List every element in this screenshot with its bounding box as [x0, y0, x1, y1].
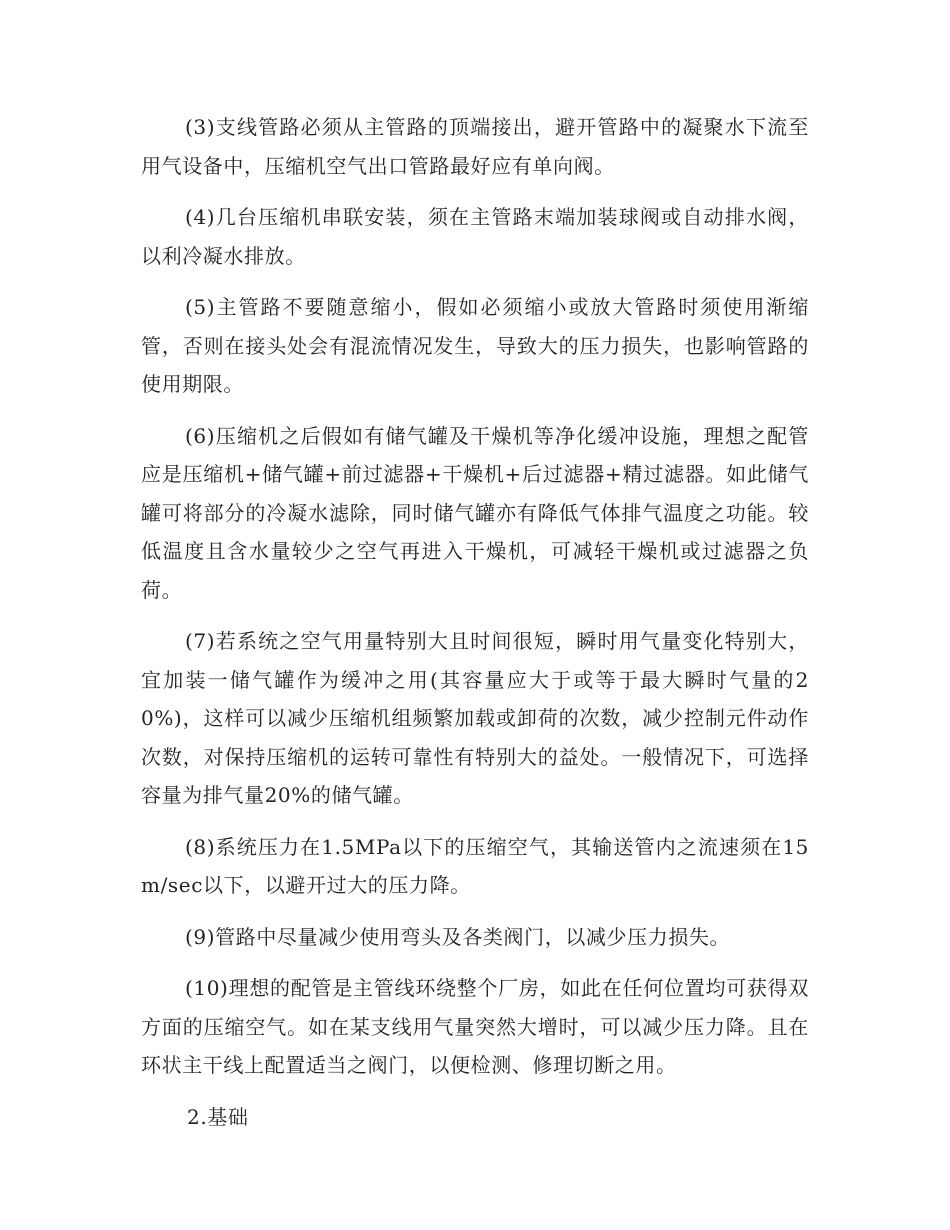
paragraph-item-4: (4)几台压缩机串联安装，须在主管路末端加装球阀或自动排水阀，以利冷凝水排放。 [141, 205, 809, 268]
paragraph-item-9: (9)管路中尽量减少使用弯头及各类阀门，以减少压力损失。 [185, 924, 731, 949]
paragraph-item-10: (10)理想的配管是主管线环绕整个厂房，如此在任何位置均可获得双方面的压缩空气。如在某支线用气量突然大增时，可以减少压力降。且在环状主干线上配置适当之阀门，以便检测、修理切断之用。 [141, 976, 809, 1077]
paragraph-item-5: (5)主管路不要随意缩小，假如必须缩小或放大管路时须使用渐缩管，否则在接头处会有混流情况发生，导致大的压力损失，也影响管路的使用期限。 [141, 295, 809, 396]
document-body [141, 108, 809, 1149]
section-heading: 2.基础 [187, 1104, 249, 1129]
paragraph-item-7: (7)若系统之空气用量特别大且时间很短，瞬时用气量变化特别大，宜加装一储气罐作为缓冲之用(其容量应大于或等于最大瞬时气量的20%)，这样可以减少压缩机组频繁加载或卸荷的次数，减少控制元件动作次数，对保持压缩机的运转可靠性有特别大的益处。一般情况下，可选择容量为排气量20%的储气罐。 [141, 629, 809, 807]
paragraph-item-6: (6)压缩机之后假如有储气罐及干燥机等净化缓冲设施，理想之配管应是压缩机+储气罐+前过滤器+干燥机+后过滤器+精过滤器。如此储气罐可将部分的冷凝水滤除，同时储气罐亦有降低气体排气温度之功能。较低温度且含水量较少之空气再进入干燥机，可减轻干燥机或过滤器之负荷。 [141, 423, 809, 602]
paragraph-item-8: (8)系统压力在1.5MPa以下的压缩空气，其输送管内之流速须在15m/sec以下，以避开过大的压力降。 [141, 834, 809, 897]
paragraph-item-3: (3)支线管路必须从主管路的顶端接出，避开管路中的凝聚水下流至用气设备中，压缩机空气出口管路最好应有单向阀。 [141, 115, 809, 178]
